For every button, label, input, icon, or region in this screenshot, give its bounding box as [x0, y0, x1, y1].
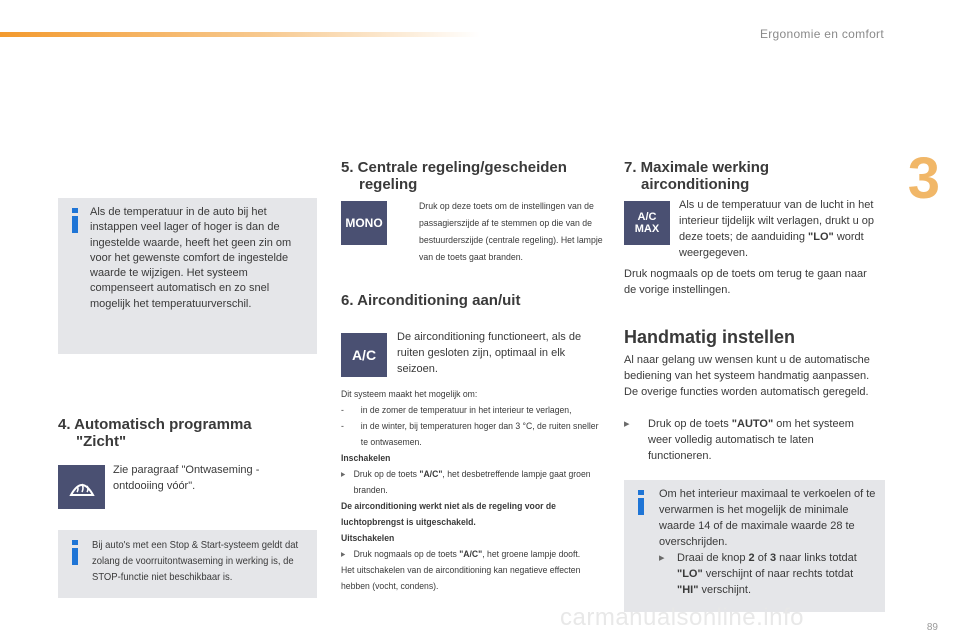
- chapter-number: 3: [907, 146, 940, 211]
- info-box-max-temperature: [624, 480, 885, 612]
- section4-text: Zie paragraaf "Ontwaseming - ontdooiing vóór".: [113, 464, 260, 492]
- on-heading: Inschakelen: [341, 453, 391, 464]
- section4-title-line2: "Zicht": [76, 433, 127, 450]
- off-bullet: ▸ Druk nogmaals op de toets "A/C", het groene lampje dooft.: [341, 549, 581, 560]
- info-icon-dot: [638, 490, 644, 495]
- info-icon: [72, 216, 78, 233]
- info-icon: [638, 498, 644, 515]
- section6-text: De airconditioning functioneert, als de ruiten gesloten zijn, optimaal in elk seizoen.: [397, 331, 582, 375]
- info-text: Als de temperatuur in de auto bij het instappen veel lager of hoger is dan de ingestelde waarde, heeft het geen zin om voor het gewenste comfort de ingestelde waarde te wijzigen. Het systeem compenseert automatisch en zo snel mogelijk het temperatuurverschil.: [90, 206, 292, 310]
- section6-details: [341, 387, 602, 595]
- section7-title-line2: airconditioning: [641, 176, 750, 193]
- info-text: Bij auto's met een Stop & Start-systeem geldt dat zolang de voorruitontwaseming in werking is, de STOP-functie niet beschikbaar is.: [92, 540, 299, 583]
- manual-bullet: ▸ Druk op de toets "AUTO" om het systeem weer volledig automatisch te laten functioneren.: [624, 418, 854, 462]
- info-text: Om het interieur maximaal te verkoelen of te verwarmen is het mogelijk de minimale waarde 14 of de maximale waarde 28 te overschrijden.: [659, 488, 876, 548]
- section7-title-line1: 7. Maximale werking: [624, 159, 770, 176]
- ac-max-label-line1: A/C: [637, 211, 657, 223]
- info-box-stop-start: [58, 530, 317, 598]
- manual-text: Al naar gelang uw wensen kunt u de automatische bediening van het systeem handmatig aanpassen. De overige functies worden automatisch geregeld.: [624, 354, 870, 398]
- list-item: - in de winter, bij temperaturen hoger dan 3 °C, de ruiten sneller te ontwasemen.: [341, 419, 602, 451]
- watermark: carmanualsonline.info: [560, 604, 804, 631]
- list-item-text: in de zomer de temperatuur in het interieur te verlagen,: [360, 405, 572, 416]
- manual-title: Handmatig instellen: [624, 327, 796, 347]
- on-bullet: ▸ Druk op de toets "A/C", het desbetreffende lampje gaat groen branden.: [341, 469, 591, 496]
- chapter-title: Ergonomie en comfort: [759, 27, 884, 41]
- header-accent-bar: [0, 32, 480, 37]
- section5-text: Druk op deze toets om de instellingen van de passagierszijde af te stemmen op die van de bestuurderszijde (centrale regeling). Het lampje van de toets gaat branden.: [419, 201, 603, 263]
- ac-max-button-icon: [624, 201, 670, 245]
- page-number: 89: [926, 622, 938, 633]
- section5-title: [341, 159, 611, 193]
- section7-title: [624, 159, 884, 193]
- section4-title-line1: 4. Automatisch programma: [58, 416, 252, 433]
- note: De airconditioning werkt niet als de regeling voor de luchtopbrengst is uitgeschakeld.: [341, 501, 556, 528]
- off-heading: Uitschakelen: [341, 533, 395, 544]
- section6-footer: Het uitschakelen van de airconditioning kan negatieve effecten hebben (vocht, condens).: [341, 565, 581, 592]
- section6-intro: Dit systeem maakt het mogelijk om:: [341, 389, 478, 400]
- list-item: - in de zomer de temperatuur in het interieur te verlagen,: [341, 403, 602, 419]
- section4-title: [58, 416, 308, 450]
- mono-button-icon: MONO: [341, 201, 387, 245]
- ac-button-icon: A/C: [341, 333, 387, 377]
- info-icon: [72, 548, 78, 565]
- info-box-temperature: [58, 198, 317, 354]
- info-bullet: ▸ Draai de knop 2 of 3 naar links totdat "LO" verschijnt of naar rechts totdat "HI" verschijnt.: [659, 552, 857, 596]
- section5-title-line2: regeling: [359, 176, 418, 193]
- info-icon-dot: [72, 208, 78, 213]
- defrost-windscreen-icon: [58, 465, 105, 509]
- section7-text: Als u de temperatuur van de lucht in het interieur tijdelijk wilt verlagen, drukt u op deze toets; de aanduiding "LO" wordt weergegeven.: [679, 199, 875, 259]
- list-item-text: in de winter, bij temperaturen hoger dan 3 °C, de ruiten sneller te ontwasemen.: [360, 421, 599, 448]
- section5-title-line1: 5. Centrale regeling/gescheiden: [341, 159, 567, 176]
- section7-text2: Druk nogmaals op de toets om terug te gaan naar de vorige instellingen.: [624, 268, 867, 296]
- section6-title: 6. Airconditioning aan/uit: [341, 292, 521, 309]
- info-icon-dot: [72, 540, 78, 545]
- ac-max-label-line2: MAX: [634, 223, 660, 235]
